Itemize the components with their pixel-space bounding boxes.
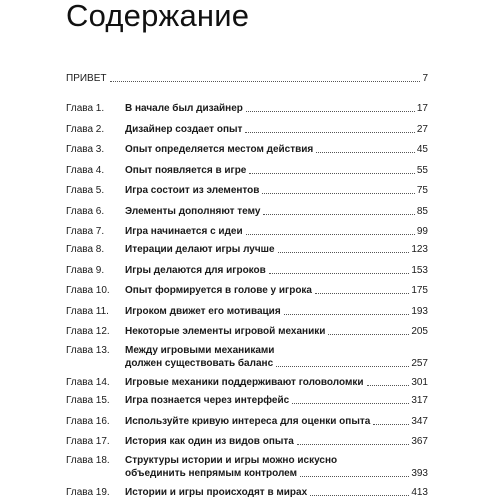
- page-number: 153: [411, 265, 428, 276]
- chapter-title: Используйте кривую интереса для оценки опыта: [125, 416, 371, 427]
- page-number: 301: [411, 377, 428, 388]
- page-number: 257: [411, 358, 428, 369]
- page-number: 205: [411, 326, 428, 337]
- chapter-label: Глава 15.: [66, 395, 110, 406]
- dot-leader: [276, 365, 409, 367]
- page-number: 55: [416, 165, 428, 176]
- chapter-title-line1: Между игровыми механиками: [125, 345, 275, 356]
- chapter-label: Глава 8.: [66, 244, 105, 255]
- dot-leader: [328, 333, 409, 335]
- dot-leader: [246, 110, 415, 112]
- dot-leader: [315, 292, 409, 294]
- dot-leader: [262, 192, 414, 194]
- page-number: 193: [411, 306, 428, 317]
- chapter-title: В начале был дизайнер: [125, 103, 243, 114]
- chapter-label: Глава 4.: [66, 165, 105, 176]
- chapter-title: История как один из видов опыта: [125, 436, 294, 447]
- chapter-title: Опыт определяется местом действия: [125, 144, 314, 155]
- chapter-label: Глава 19.: [66, 487, 110, 498]
- dot-leader: [300, 475, 409, 477]
- page-title: Содержание: [66, 0, 250, 33]
- page-number: 7: [422, 73, 428, 84]
- chapter-label: Глава 17.: [66, 436, 110, 447]
- chapter-label: Глава 13.: [66, 345, 110, 356]
- dot-leader: [110, 80, 421, 82]
- chapter-title: Игра познается через интерфейс: [125, 395, 290, 406]
- chapter-label: Глава 2.: [66, 124, 105, 135]
- page-number: 27: [416, 124, 428, 135]
- page-number: 393: [411, 468, 428, 479]
- chapter-label: Глава 6.: [66, 206, 105, 217]
- toc-entry-chapter[interactable]: [66, 344, 428, 370]
- page-number: 99: [416, 226, 428, 237]
- dot-leader: [367, 384, 410, 386]
- chapter-label: Глава 1.: [66, 103, 105, 114]
- dot-leader: [297, 443, 409, 445]
- chapter-label: Глава 10.: [66, 285, 110, 296]
- dot-leader: [310, 494, 409, 496]
- page-number: 413: [411, 487, 428, 498]
- chapter-title-line1: Структуры истории и игры можно искусно: [125, 455, 338, 466]
- chapter-title: должен существовать баланс: [125, 358, 274, 369]
- chapter-title: Опыт появляется в игре: [125, 165, 247, 176]
- toc-entry-chapter[interactable]: [66, 454, 428, 480]
- dot-leader: [269, 272, 410, 274]
- page-number: 175: [411, 285, 428, 296]
- chapter-title: Игры делаются для игроков: [125, 265, 266, 276]
- chapter-title: Игроком движет его мотивация: [125, 306, 281, 317]
- chapter-label: Глава 9.: [66, 265, 105, 276]
- chapter-title: Опыт формируется в голове у игрока: [125, 285, 312, 296]
- dot-leader: [249, 172, 415, 174]
- page-number: 347: [411, 416, 428, 427]
- dot-leader: [373, 423, 409, 425]
- dot-leader: [316, 151, 415, 153]
- dot-leader: [278, 251, 410, 253]
- chapter-label: Глава 5.: [66, 185, 105, 196]
- chapter-title: Игровые механики поддерживают головоломки: [125, 377, 364, 388]
- chapter-title: Элементы дополняют тему: [125, 206, 261, 217]
- dot-leader: [245, 131, 414, 133]
- intro-title: ПРИВЕТ: [66, 73, 107, 84]
- dot-leader: [292, 402, 409, 404]
- chapter-title: Игра состоит из элементов: [125, 185, 260, 196]
- chapter-label: Глава 18.: [66, 455, 110, 466]
- page-number: 317: [411, 395, 428, 406]
- chapter-title: Некоторые элементы игровой механики: [125, 326, 326, 337]
- chapter-title: объединить непрямым контролем: [125, 468, 298, 479]
- page-number: 75: [416, 185, 428, 196]
- page-number: 17: [416, 103, 428, 114]
- chapter-label: Глава 7.: [66, 226, 105, 237]
- chapter-title: Дизайнер создает опыт: [125, 124, 243, 135]
- chapter-label: Глава 14.: [66, 377, 110, 388]
- chapter-label: Глава 11.: [66, 306, 109, 317]
- dot-leader: [263, 213, 414, 215]
- chapter-title: Игра начинается с идеи: [125, 226, 243, 237]
- dot-leader: [284, 313, 410, 315]
- chapter-title: Итерации делают игры лучше: [125, 244, 275, 255]
- dot-leader: [246, 233, 415, 235]
- chapter-title: Истории и игры происходят в мирах: [125, 487, 308, 498]
- chapter-label: Глава 3.: [66, 144, 105, 155]
- chapter-label: Глава 16.: [66, 416, 110, 427]
- page-number: 45: [416, 144, 428, 155]
- page-number: 85: [416, 206, 428, 217]
- page-number: 123: [411, 244, 428, 255]
- page-number: 367: [411, 436, 428, 447]
- chapter-label: Глава 12.: [66, 326, 110, 337]
